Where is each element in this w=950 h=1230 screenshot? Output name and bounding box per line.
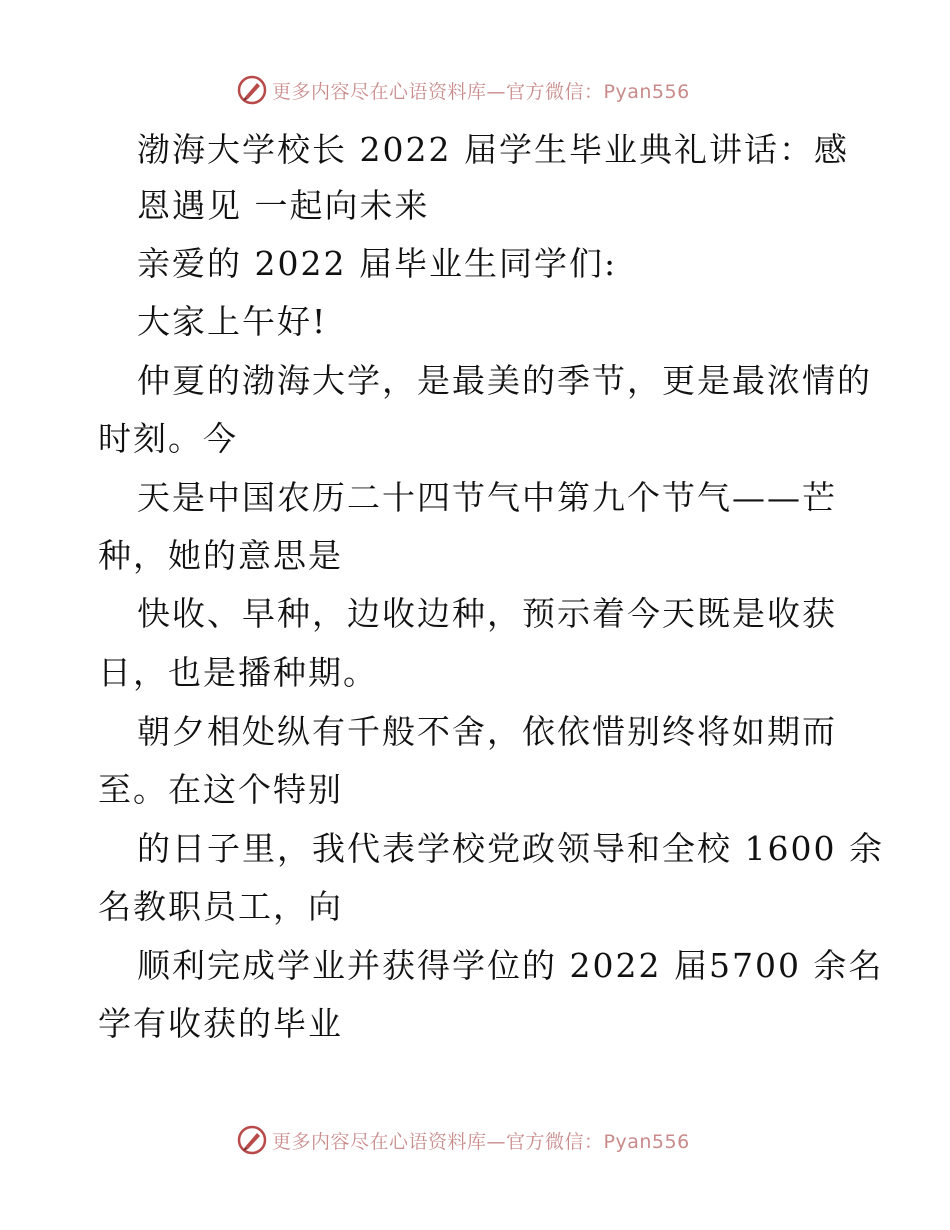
paragraph-line: 日，也是播种期。 [98,653,378,692]
title-line-1: 渤海大学校长 2022 届学生毕业典礼讲话：感 [137,130,849,169]
paragraph-line: 时刻。今 [98,419,238,458]
paragraph-line: 的日子里，我代表学校党政领导和全校 1600 余 [137,829,884,868]
title-line-2: 恩遇见 一起向未来 [137,186,430,225]
paragraph-line: 顺利完成学业并获得学位的 2022 届5700 余名 [137,946,884,985]
greeting: 大家上午好! [137,302,328,341]
pen-circle-icon [236,1124,268,1156]
watermark-text: 更多内容尽在心语资料库—官方微信：Pyan556 [272,80,690,103]
paragraph-line: 种，她的意思是 [98,536,343,575]
salutation: 亲爱的 2022 届毕业生同学们: [137,244,618,283]
paragraph-line: 至。在这个特别 [98,770,343,809]
watermark-text: 更多内容尽在心语资料库—官方微信：Pyan556 [272,1130,690,1153]
paragraph-line: 朝夕相处纵有千般不舍，依依惜别终将如期而 [137,712,837,751]
paragraph-line: 学有收获的毕业 [98,1004,343,1043]
paragraph-line: 名教职员工，向 [98,887,343,926]
paragraph-line: 天是中国农历二十四节气中第九个节气——芒 [137,478,837,517]
paragraph-line: 仲夏的渤海大学，是最美的季节，更是最浓情的 [137,361,872,400]
footer-watermark [236,1123,690,1157]
paragraph-line: 快收、早种，边收边种，预示着今天既是收获 [137,594,837,633]
